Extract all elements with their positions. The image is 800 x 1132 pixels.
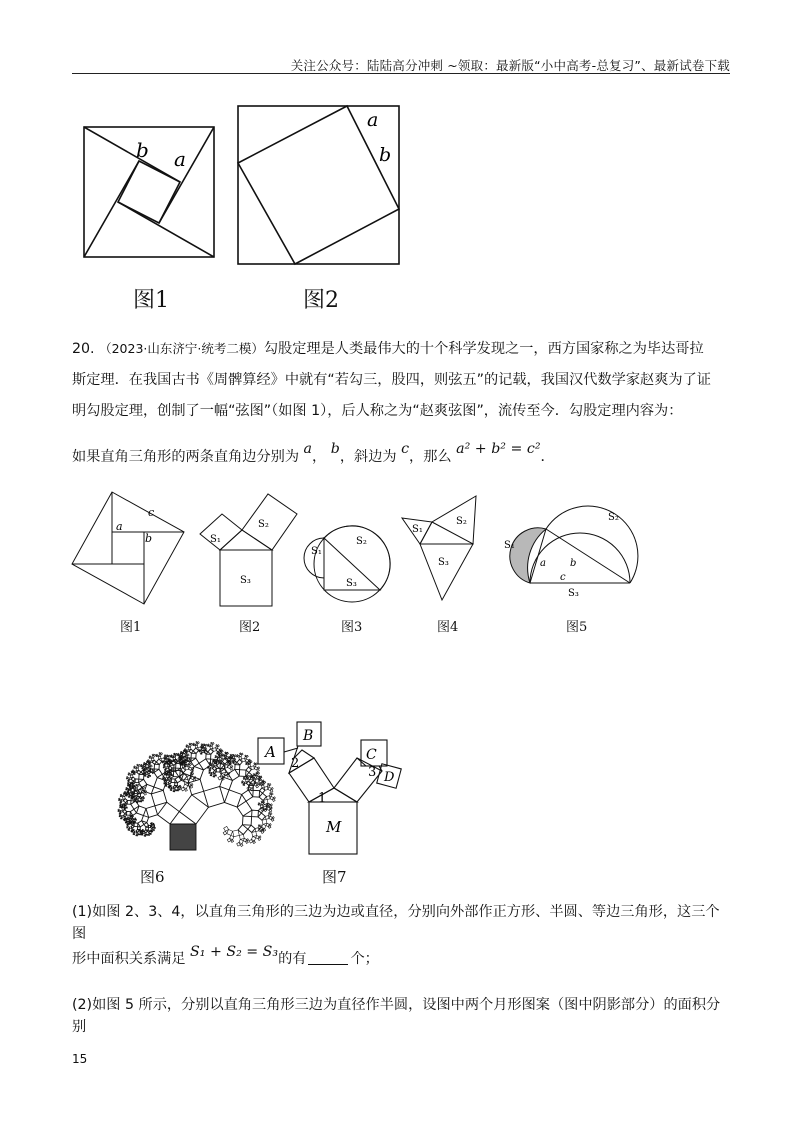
fig7-label-B: B	[303, 728, 314, 744]
top-figure-1-caption: 图1	[133, 288, 169, 313]
problem-line-1-text: 勾股定理是人类最伟大的十个科学发现之一，西方国家称之为毕达哥拉	[263, 341, 704, 357]
question-1-line-2: 形中面积关系满足 S₁ + S₂ = S₃的有 个；	[72, 944, 379, 967]
page-number: 15	[72, 1052, 88, 1066]
fig2-label-a: a	[367, 109, 379, 131]
row-fig5-s3: S₃	[568, 588, 579, 599]
fig7-num-1: 1	[318, 791, 327, 806]
top-figure-2-caption: 图2	[303, 288, 339, 313]
row-fig3-s1: S₁	[311, 546, 322, 557]
row-figure-1	[72, 492, 192, 612]
top-figure-2	[237, 105, 402, 267]
question-2-line-1: (2)如图 5 所示，分别以直角三角形三边为直径作半圆，设图中两个月形图案（图中阴影部分）的面积分别	[72, 997, 721, 1035]
problem-line-2: 斯定理．在我国古书《周髀算经》中就有“若勾三，股四，则弦五”的记载，我国汉代数学家赵爽为了证	[72, 372, 711, 388]
row-fig2-s2: S₂	[258, 519, 269, 530]
problem-line-4: 如果直角三角形的两条直角边分别为 a， b，斜边为 c，那么 a² + b² = c²．	[72, 441, 555, 465]
pythagoras-tree-caption: 图6	[140, 868, 165, 886]
header-divider	[72, 73, 730, 74]
row-fig1-a: a	[116, 520, 123, 533]
row-figure-3-caption: 图3	[341, 620, 363, 635]
row-figure-1-caption: 图1	[120, 620, 142, 635]
row-fig1-b: b	[145, 532, 153, 545]
var-b: b	[330, 441, 340, 457]
row-fig5-a: a	[540, 558, 546, 569]
problem-line-3: 明勾股定理，创制了一幅“弦图”（如图 1），后人称之为“赵爽弦图”，流传至今．勾股定理内容为：	[72, 403, 683, 419]
fig7-label-M: M	[326, 818, 342, 836]
row-figure-5-caption: 图5	[566, 620, 588, 635]
row-figure-2	[200, 490, 300, 615]
pythagoras-tree-figure	[70, 728, 245, 863]
pythagorean-formula: a² + b² = c²	[456, 441, 541, 457]
tree-figure-7	[254, 718, 404, 860]
row-figure-4-caption: 图4	[437, 620, 459, 635]
row-figure-4	[398, 492, 488, 604]
problem-source: （2023·山东济宁·统考二模）	[99, 341, 264, 356]
row-fig5-s1: S₁	[504, 540, 515, 551]
fig1-label-a: a	[174, 147, 186, 171]
row-fig4-s2: S₂	[456, 516, 467, 527]
fig7-num-3: 3	[368, 765, 377, 780]
var-c: c	[401, 441, 410, 457]
row-fig5-b: b	[570, 558, 577, 569]
page-header: 关注公众号：陆陆高分冲刺 ~领取：最新版“小中高考-总复习”、最新试卷下载	[290, 58, 730, 73]
fig7-label-A: A	[265, 743, 276, 761]
question-1-line-1: (1)如图 2、3、4，以直角三角形的三边为边或直径，分别向外部作正方形、半圆、等边三角形，这三个图	[72, 904, 720, 942]
var-a: a	[303, 441, 312, 457]
fig2-label-b: b	[379, 144, 392, 166]
row-fig2-s1: S₁	[210, 534, 221, 545]
fig7-label-C: C	[366, 747, 377, 763]
problem-number: 20.	[72, 341, 95, 357]
top-figure-1	[84, 127, 216, 261]
tree-figure-7-caption: 图7	[322, 868, 347, 886]
problem-line-1	[72, 338, 732, 360]
row-figure-3	[310, 512, 390, 607]
row-fig4-s3: S₃	[438, 557, 449, 568]
row-figure-2-caption: 图2	[239, 620, 261, 635]
row-fig2-s3: S₃	[240, 575, 251, 586]
row-fig5-c: c	[560, 572, 566, 583]
row-figure-5	[500, 500, 635, 600]
row-fig3-s3: S₃	[346, 578, 357, 589]
answer-blank[interactable]	[308, 964, 348, 965]
row-fig3-s2: S₂	[356, 536, 367, 547]
row-fig1-c: c	[148, 506, 155, 519]
area-relation-formula: S₁ + S₂ = S₃	[190, 944, 279, 960]
row-fig5-s2: S₂	[608, 512, 619, 523]
fig7-num-2: 2	[291, 756, 300, 771]
row-fig4-s1: S₁	[412, 524, 423, 535]
fig1-label-b: b	[136, 138, 149, 162]
fig7-label-D: D	[384, 770, 395, 785]
